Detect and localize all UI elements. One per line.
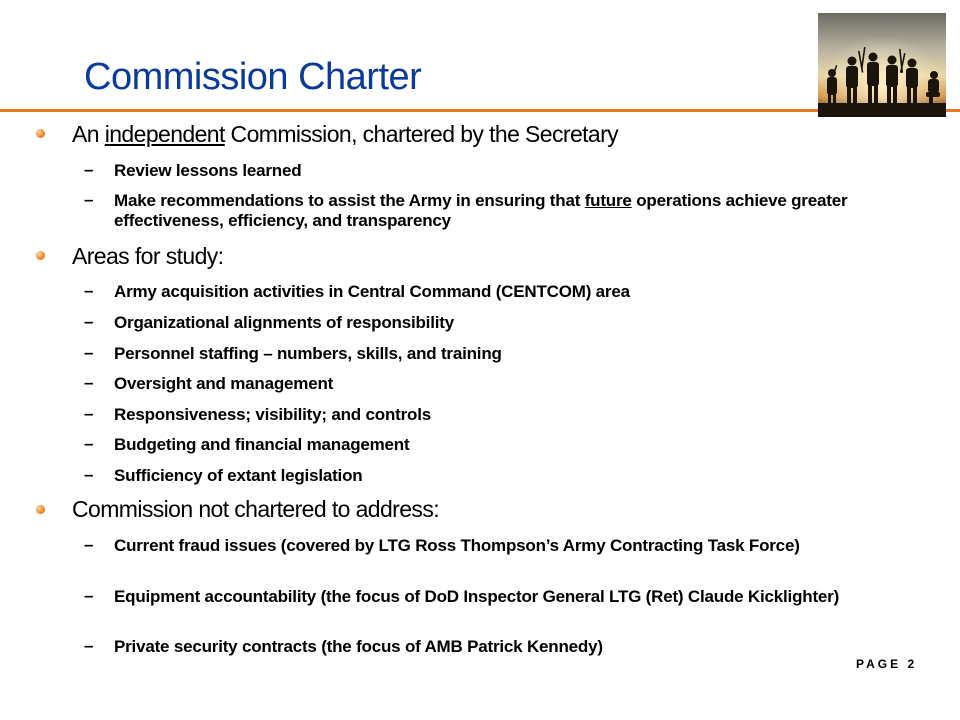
bullet-icon: [36, 505, 45, 514]
bullet-heading: Areas for study:: [72, 243, 224, 269]
list-item: Current fraud issues (covered by LTG Ross Thompson’s Army Contracting Task Force): [114, 536, 800, 555]
list-item: Make recommendations to assist the Army in ensuring that future operations achieve greater effectiveness, efficiency, and transparency: [114, 191, 848, 230]
dash-icon: –: [84, 636, 94, 655]
slide-title: Commission Charter: [84, 56, 422, 98]
list-item: Personnel staffing – numbers, skills, and training: [114, 344, 502, 363]
bullet-heading: An independent Commission, chartered by the Secretary: [72, 121, 619, 147]
list-item: Organizational alignments of responsibility: [114, 313, 454, 332]
page-number: PAGE 2: [856, 657, 918, 671]
list-item: Equipment accountability (the focus of DoD Inspector General LTG (Ret) Claude Kicklighter): [114, 587, 840, 606]
dash-icon: –: [84, 404, 94, 423]
dash-icon: –: [84, 535, 94, 554]
list-item: Budgeting and financial management: [114, 435, 410, 454]
bullet-heading: Commission not chartered to address:: [72, 496, 440, 522]
dash-icon: –: [84, 312, 94, 331]
dash-icon: –: [84, 465, 94, 484]
dash-icon: –: [84, 160, 94, 179]
dash-icon: –: [84, 373, 94, 392]
dash-icon: –: [84, 343, 94, 362]
list-item: Sufficiency of extant legislation: [114, 466, 363, 485]
bullet-icon: [36, 129, 45, 138]
bullet-icon: [36, 251, 45, 260]
list-item: Review lessons learned: [114, 161, 302, 180]
list-item: Responsiveness; visibility; and controls: [114, 405, 431, 424]
dash-icon: –: [84, 281, 94, 300]
list-item: Oversight and management: [114, 374, 334, 393]
list-item: Private security contracts (the focus of AMB Patrick Kennedy): [114, 637, 603, 656]
dash-icon: –: [84, 434, 94, 453]
dash-icon: –: [84, 190, 94, 209]
list-item: Army acquisition activities in Central Command (CENTCOM) area: [114, 282, 630, 301]
dash-icon: –: [84, 586, 94, 605]
